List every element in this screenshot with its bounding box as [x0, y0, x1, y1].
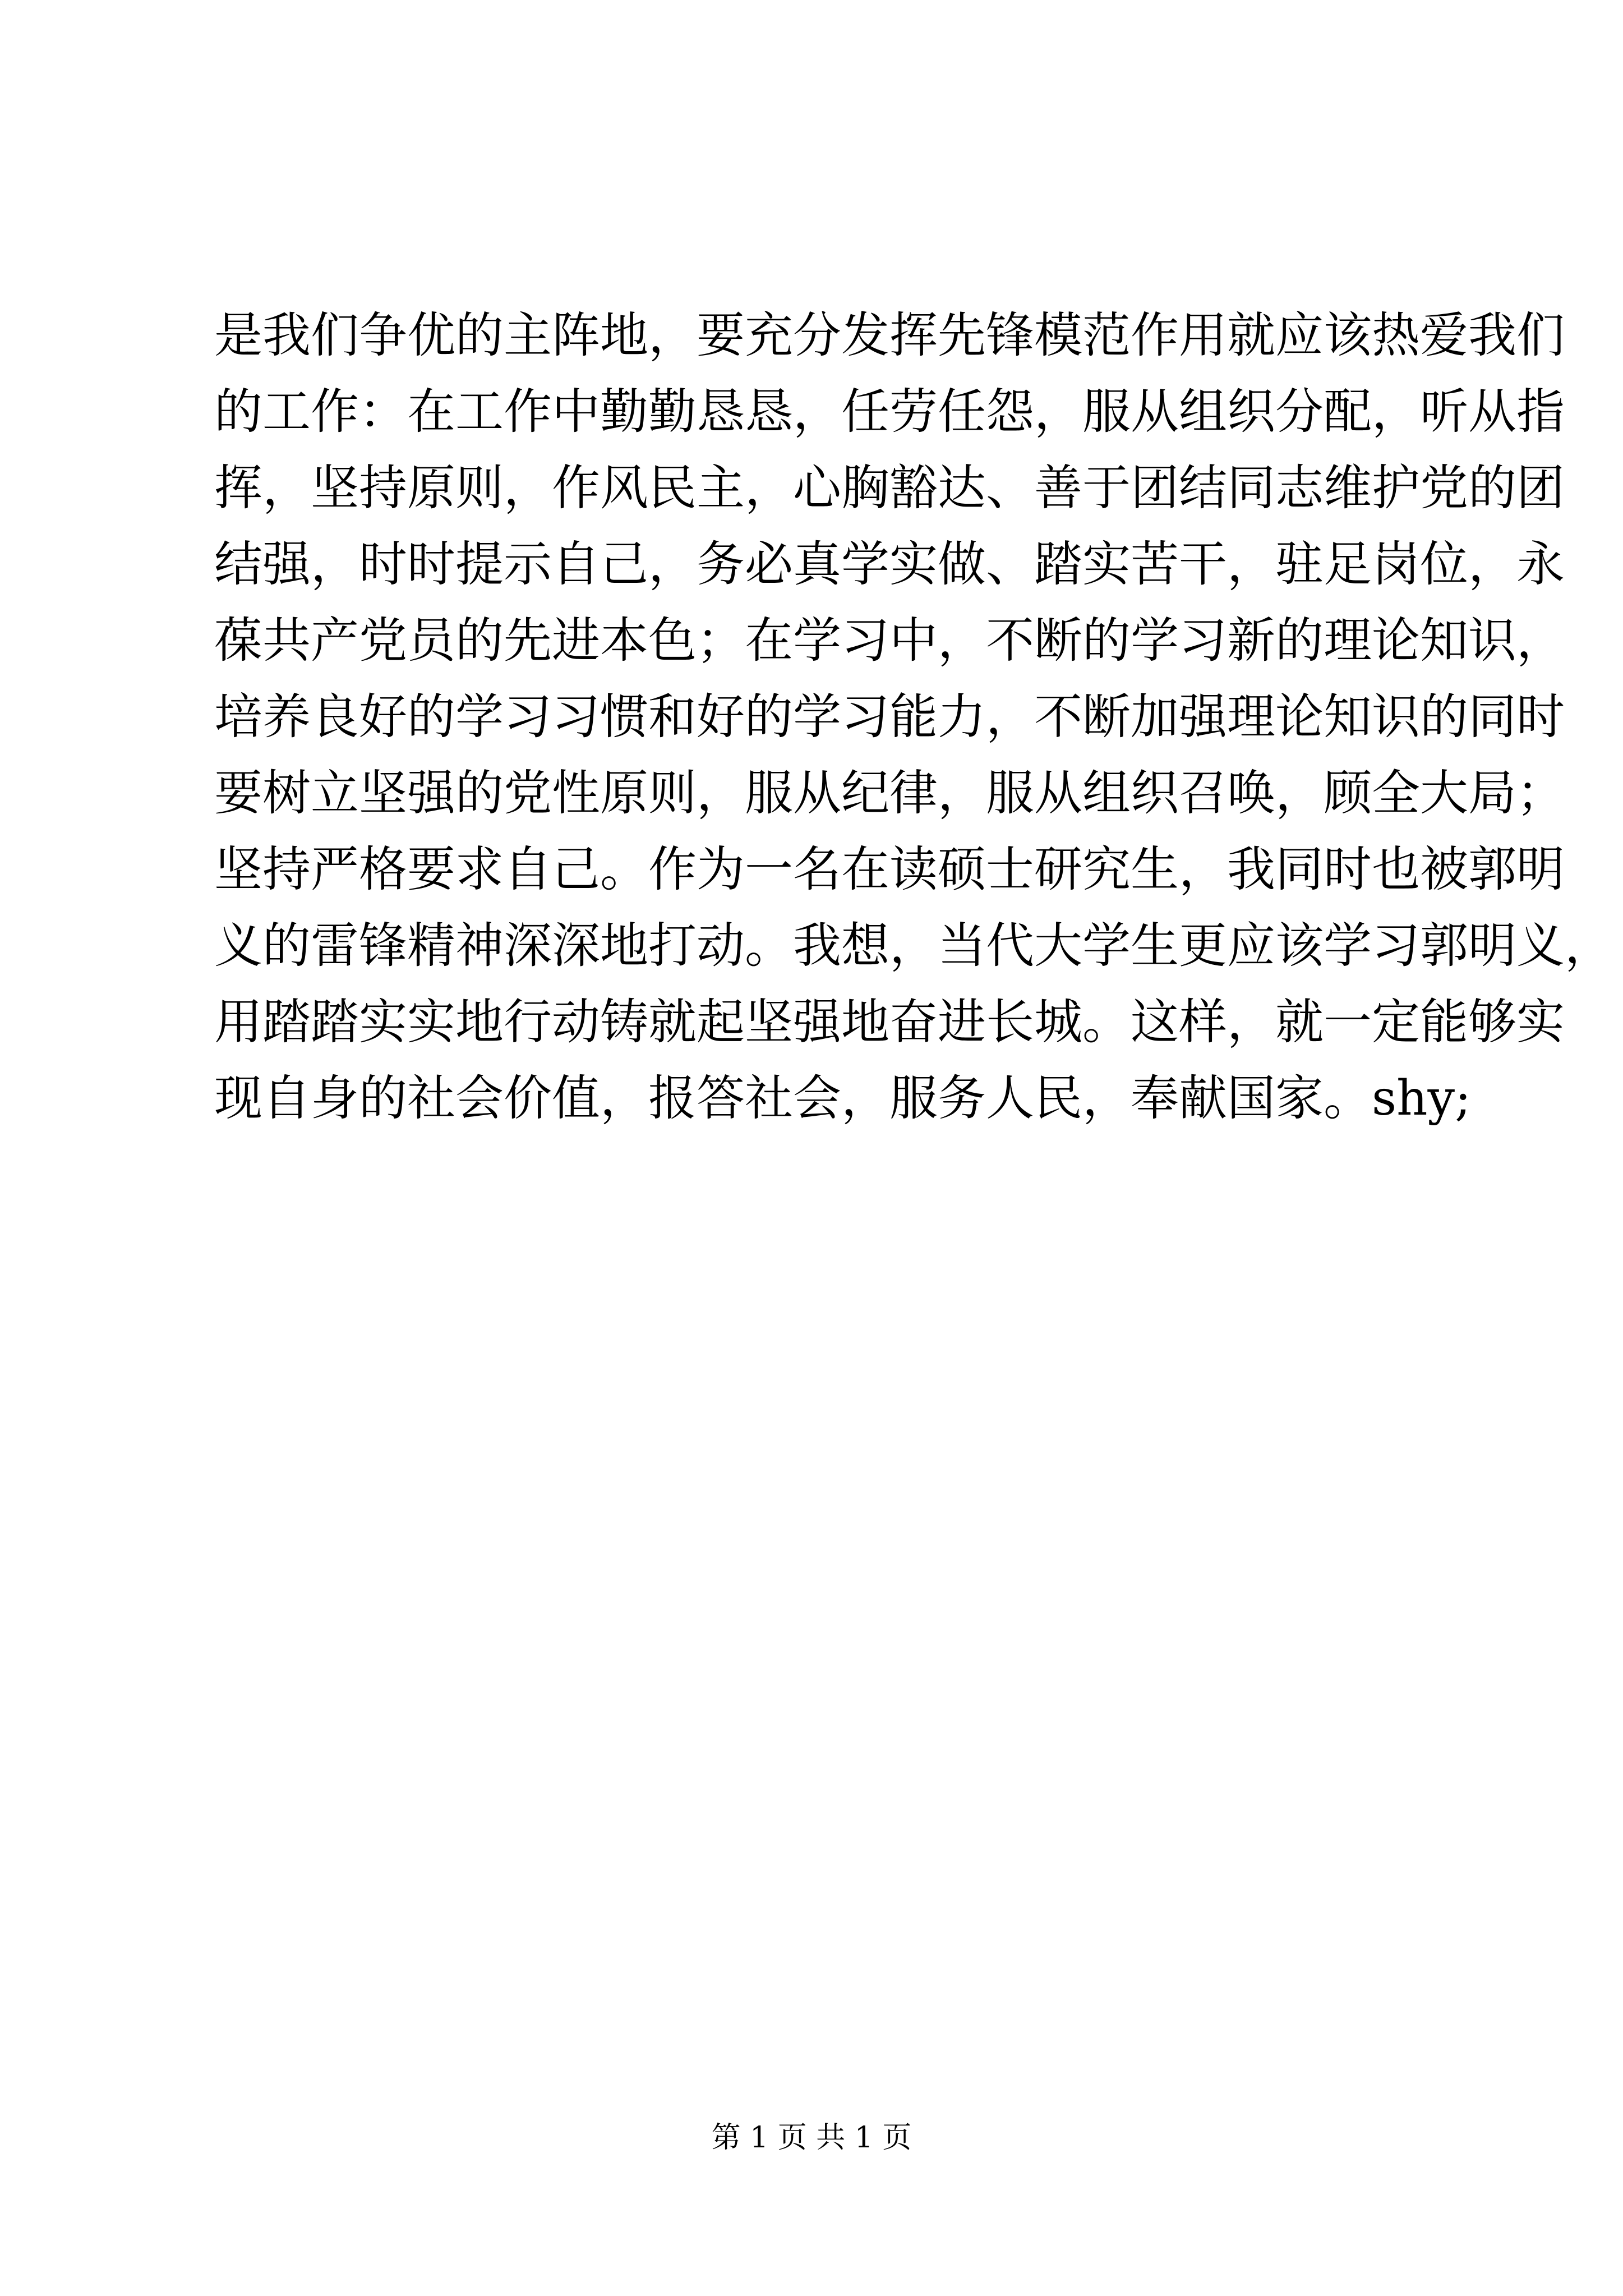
- paragraph-line: 用踏踏实实地行动铸就起坚强地奋进长城。这样，就一定能够实: [214, 994, 1565, 1050]
- paragraph-line: 葆共产党员的先进本色；在学习中，不断的学习新的理论知识，: [214, 613, 1565, 669]
- paragraph-line: 挥，坚持原则，作风民主，心胸豁达、善于团结同志维护党的团: [214, 460, 1565, 516]
- paragraph-line: 义的雷锋精神深深地打动。我想，当代大学生更应该学习郭明义，: [214, 918, 1613, 974]
- paragraph-line: 结强，时时提示自己，务必真学实做、踏实苦干，驻足岗位，永: [214, 536, 1565, 592]
- paragraph-line: 的工作：在工作中勤勤恳恳，任劳任怨，服从组织分配，听从指: [214, 384, 1565, 440]
- paragraph-line: 现自身的社会价值，报答社会，服务人民，奉献国家。shy;: [214, 1070, 1472, 1126]
- page-number-indicator: 第 1 页 共 1 页: [711, 2121, 912, 2155]
- paragraph-line: 坚持严格要求自己。作为一名在读硕士研究生，我同时也被郭明: [214, 841, 1565, 898]
- body-paragraph: [214, 297, 1613, 1137]
- paragraph-line: 要树立坚强的党性原则，服从纪律，服从组织召唤，顾全大局；: [214, 765, 1565, 821]
- paragraph-line: 是我们争优的主阵地，要充分发挥先锋模范作用就应该热爱我们: [214, 307, 1565, 364]
- page-footer: [0, 2118, 1623, 2157]
- paragraph-line: 培养良好的学习习惯和好的学习能力，不断加强理论知识的同时: [214, 689, 1565, 745]
